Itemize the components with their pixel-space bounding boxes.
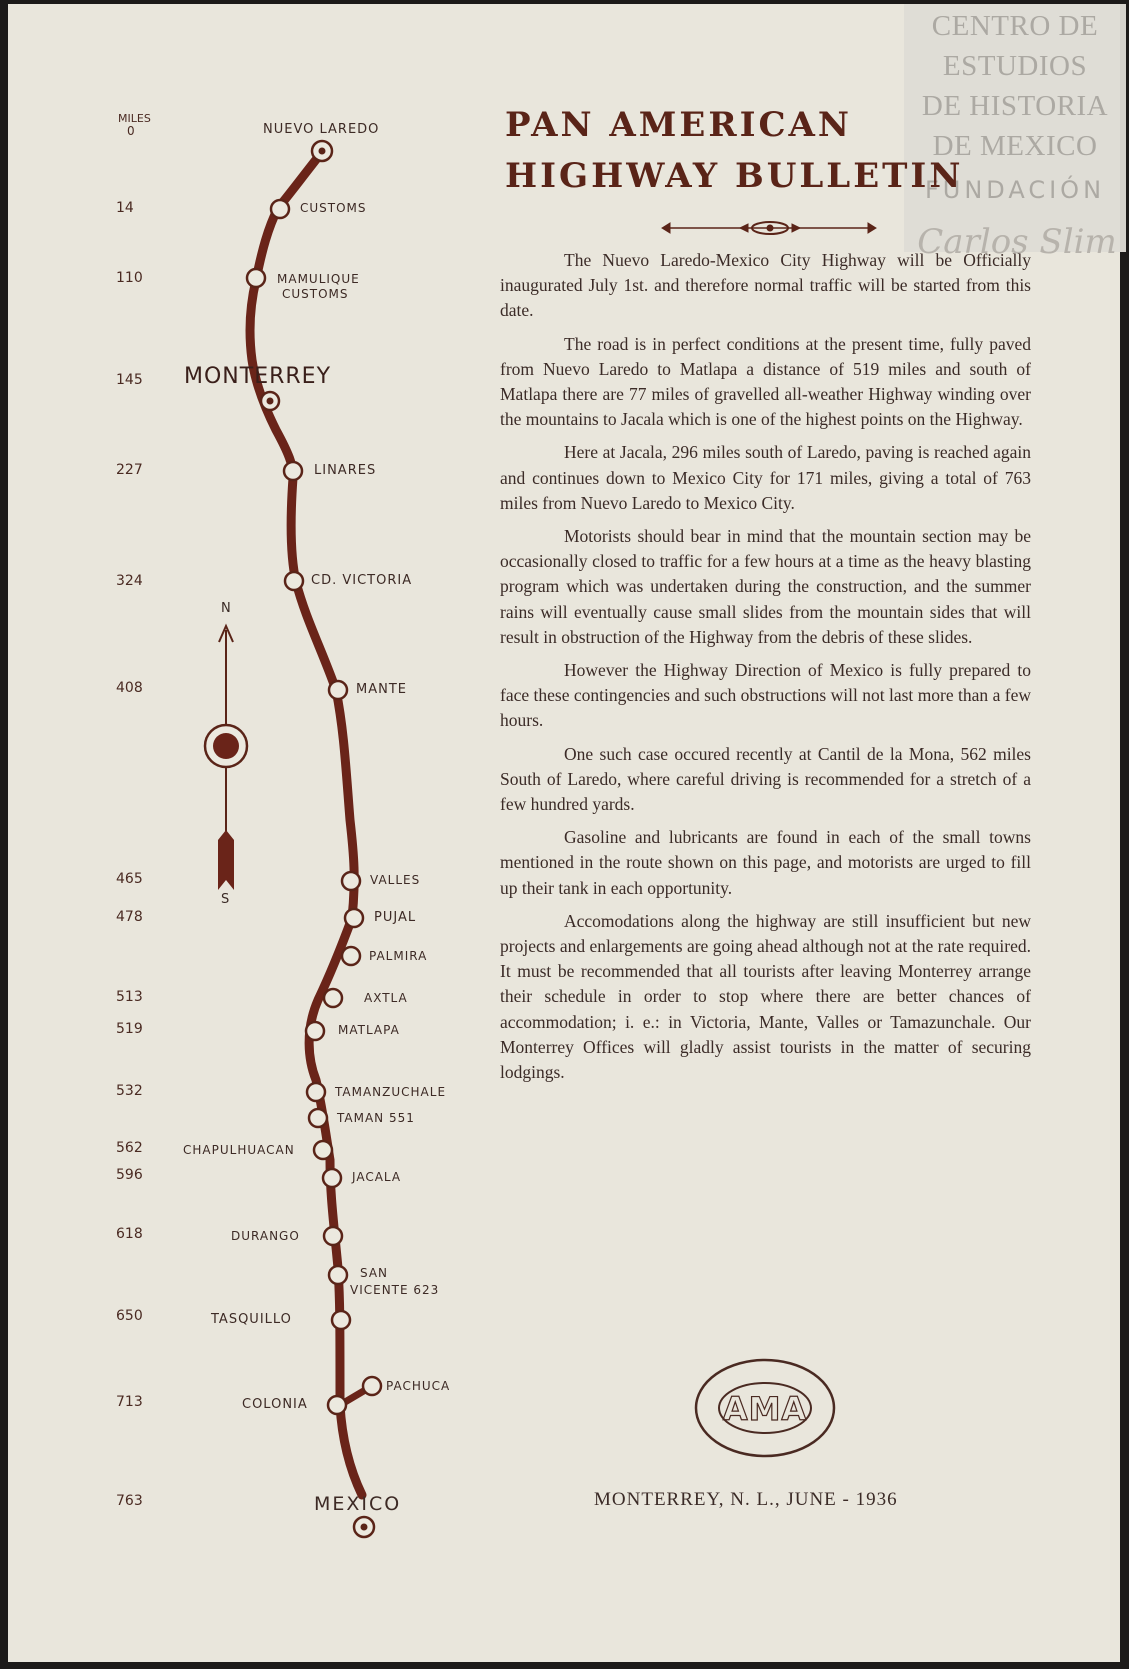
stop-marker-palmira: [342, 947, 360, 965]
stop-marker-matlapa: [306, 1022, 324, 1040]
title-ornament: [662, 222, 876, 234]
stop-marker-pujal: [345, 909, 363, 927]
paragraph: Here at Jacala, 296 miles south of Laredo, paving is reached again and continues down to Mexico City for 171 miles, giving a total of 763 miles from Nuevo Laredo to Mexico City.: [500, 442, 1031, 513]
mile-nuevo-laredo: 0: [127, 124, 135, 138]
mile-tamanzuchale: 532: [116, 1083, 143, 1099]
paragraph: However the Highway Direction of Mexico is fully prepared to face these contingencies and such obstructions will not last more than a few hours.: [500, 660, 1031, 731]
bulletin-footer: MONTERREY, N. L., JUNE - 1936: [594, 1489, 898, 1510]
bulletin-title: [505, 100, 963, 202]
stop-label-mamulique: MAMULIQUE: [277, 272, 360, 286]
watermark-foundation: FUNDACIÓN: [924, 176, 1106, 204]
mile-pujal: 478: [116, 909, 143, 925]
mile-monterrey: 145: [116, 372, 143, 388]
mile-axtla: 513: [116, 989, 143, 1005]
stop-marker-victoria: [285, 572, 303, 590]
stop-marker-mamulique: [247, 269, 265, 287]
title-line-1: PAN AMERICAN: [505, 105, 852, 145]
mile-linares: 227: [116, 462, 143, 478]
stop-label-chapulhuacan: CHAPULHUACAN: [183, 1143, 295, 1157]
paragraph: Gasoline and lubricants are found in each of the small towns mentioned in the route shown on this page, and motorists are urged to fill up their tank in each opportunity.: [500, 827, 1031, 898]
stop-marker-jacala: [323, 1169, 341, 1187]
city-marker-mexico: [354, 1517, 374, 1537]
stop-label-axtla: AXTLA: [364, 991, 408, 1005]
stop-label-pujal: PUJAL: [374, 910, 417, 925]
stop-label-valles: VALLES: [370, 873, 421, 887]
paragraph: One such case occured recently at Cantil de la Mona, 562 miles South of Laredo, where careful driving is recommended for a stretch of a few hundred yards.: [500, 743, 1031, 815]
paragraph: Accomodations along the highway are still insufficient but new projects and enlargements are going ahead although not at the rate required. It must be recommended that all tourists after leaving Monterrey arrange their schedule in order to stop where there are better chances of accommodation; i. e.: in Victoria, Mante, Valles or Tamazunchale. Our Monterrey Offices will gladly assist tourists in the matter of securing lodgings.: [500, 910, 1031, 1083]
stop-label-monterrey: MONTERREY: [184, 364, 332, 389]
compass-south-label: S: [221, 892, 230, 907]
stop-marker-customs: [271, 200, 289, 218]
compass-north-label: N: [221, 601, 231, 616]
mile-chapulhuacan: 562: [116, 1140, 143, 1156]
watermark-line-4: DE MEXICO: [932, 130, 1098, 162]
mile-customs: 14: [116, 200, 134, 216]
mile-durango: 618: [116, 1226, 143, 1242]
watermark-signature: Carlos Slim: [917, 222, 1117, 262]
stop-label-matlapa: MATLAPA: [338, 1023, 400, 1037]
stop-label-victoria: CD. VICTORIA: [311, 573, 413, 588]
paragraph: The road is in perfect conditions at the present time, fully paved from Nuevo Laredo to Matlapa a distance of 519 miles and south of Matlapa there are 77 miles of gravelled all-weather Highway winding over the mountains to Jacala which is one of the highest points on the Highway.: [500, 333, 1031, 430]
stop-label-san: SAN: [360, 1266, 389, 1280]
stop-marker-linares: [284, 462, 302, 480]
city-marker-monterrey: [261, 392, 279, 410]
stop-marker-durango: [324, 1227, 342, 1245]
stop-label-durango: DURANGO: [231, 1229, 300, 1243]
title-line-2: HIGHWAY BULLETIN: [505, 156, 964, 196]
ama-logo: [696, 1360, 834, 1456]
stop-marker-pachuca: [363, 1377, 381, 1395]
paragraph: Motorists should bear in mind that the mountain section may be occasionally closed to traffic for a few hours at a time as the heavy blasting program which was undertaken during the construction, and the summer rains will eventually cause small slides from the mountain sides that will result in obstruction of the Highway from the debris of these slides.: [500, 526, 1031, 647]
mile-tasquillo: 650: [116, 1308, 143, 1324]
stop-label-mexico: MEXICO: [314, 1493, 402, 1515]
mile-matlapa: 519: [116, 1021, 143, 1037]
stop-label-tamanzuchale: TAMANZUCHALE: [335, 1085, 447, 1099]
compass-icon: [205, 626, 247, 890]
ama-logo-text: AMA: [722, 1390, 808, 1428]
stop-label-mamulique-customs: CUSTOMS: [282, 287, 349, 301]
stop-label-mante: MANTE: [356, 682, 407, 697]
mile-mamulique: 110: [116, 270, 143, 286]
stop-marker-mante: [329, 681, 347, 699]
mile-victoria: 324: [116, 573, 143, 589]
highway-route-line: [250, 152, 362, 1495]
paragraph: The Nuevo Laredo-Mexico City Highway will be Officially inaugurated July 1st. and therefore normal traffic will be started from this date.: [500, 250, 1031, 321]
mile-valles: 465: [116, 871, 143, 887]
stop-label-nuevo-laredo: NUEVO LAREDO: [263, 122, 380, 137]
mile-mante: 408: [116, 680, 143, 696]
stop-label-tasquillo: TASQUILLO: [211, 1312, 292, 1327]
stop-marker-tasquillo: [332, 1311, 350, 1329]
stop-label-jacala: JACALA: [352, 1170, 402, 1184]
stop-label-palmira: PALMIRA: [369, 949, 428, 963]
stop-marker-chapulhuacan: [314, 1141, 332, 1159]
watermark-line-1: CENTRO DE: [931, 10, 1099, 42]
watermark-line-2: ESTUDIOS: [942, 50, 1088, 82]
stop-marker-axtla: [324, 989, 342, 1007]
stop-marker-valles: [342, 872, 360, 890]
mile-colonia: 713: [116, 1394, 143, 1410]
bulletin-body: [500, 248, 1031, 1093]
watermark-line-3: DE HISTORIA: [921, 90, 1109, 122]
stop-marker-tamanzuchale: [307, 1083, 325, 1101]
mile-jacala: 596: [116, 1167, 143, 1183]
stop-label-customs: CUSTOMS: [300, 201, 367, 215]
stop-marker-colonia: [328, 1396, 346, 1414]
stop-label-pachuca: PACHUCA: [386, 1379, 451, 1393]
city-marker-nuevo-laredo: [312, 141, 332, 161]
mile-mexico: 763: [116, 1493, 143, 1509]
stop-label-taman: TAMAN 551: [337, 1111, 415, 1125]
stop-marker-san-vicente: [329, 1266, 347, 1284]
stop-label-colonia: COLONIA: [242, 1397, 308, 1412]
miles-header: MILES: [118, 112, 151, 125]
stop-marker-taman: [309, 1109, 327, 1127]
stop-label-linares: LINARES: [314, 463, 377, 478]
stop-label-vicente: VICENTE 623: [350, 1283, 440, 1297]
